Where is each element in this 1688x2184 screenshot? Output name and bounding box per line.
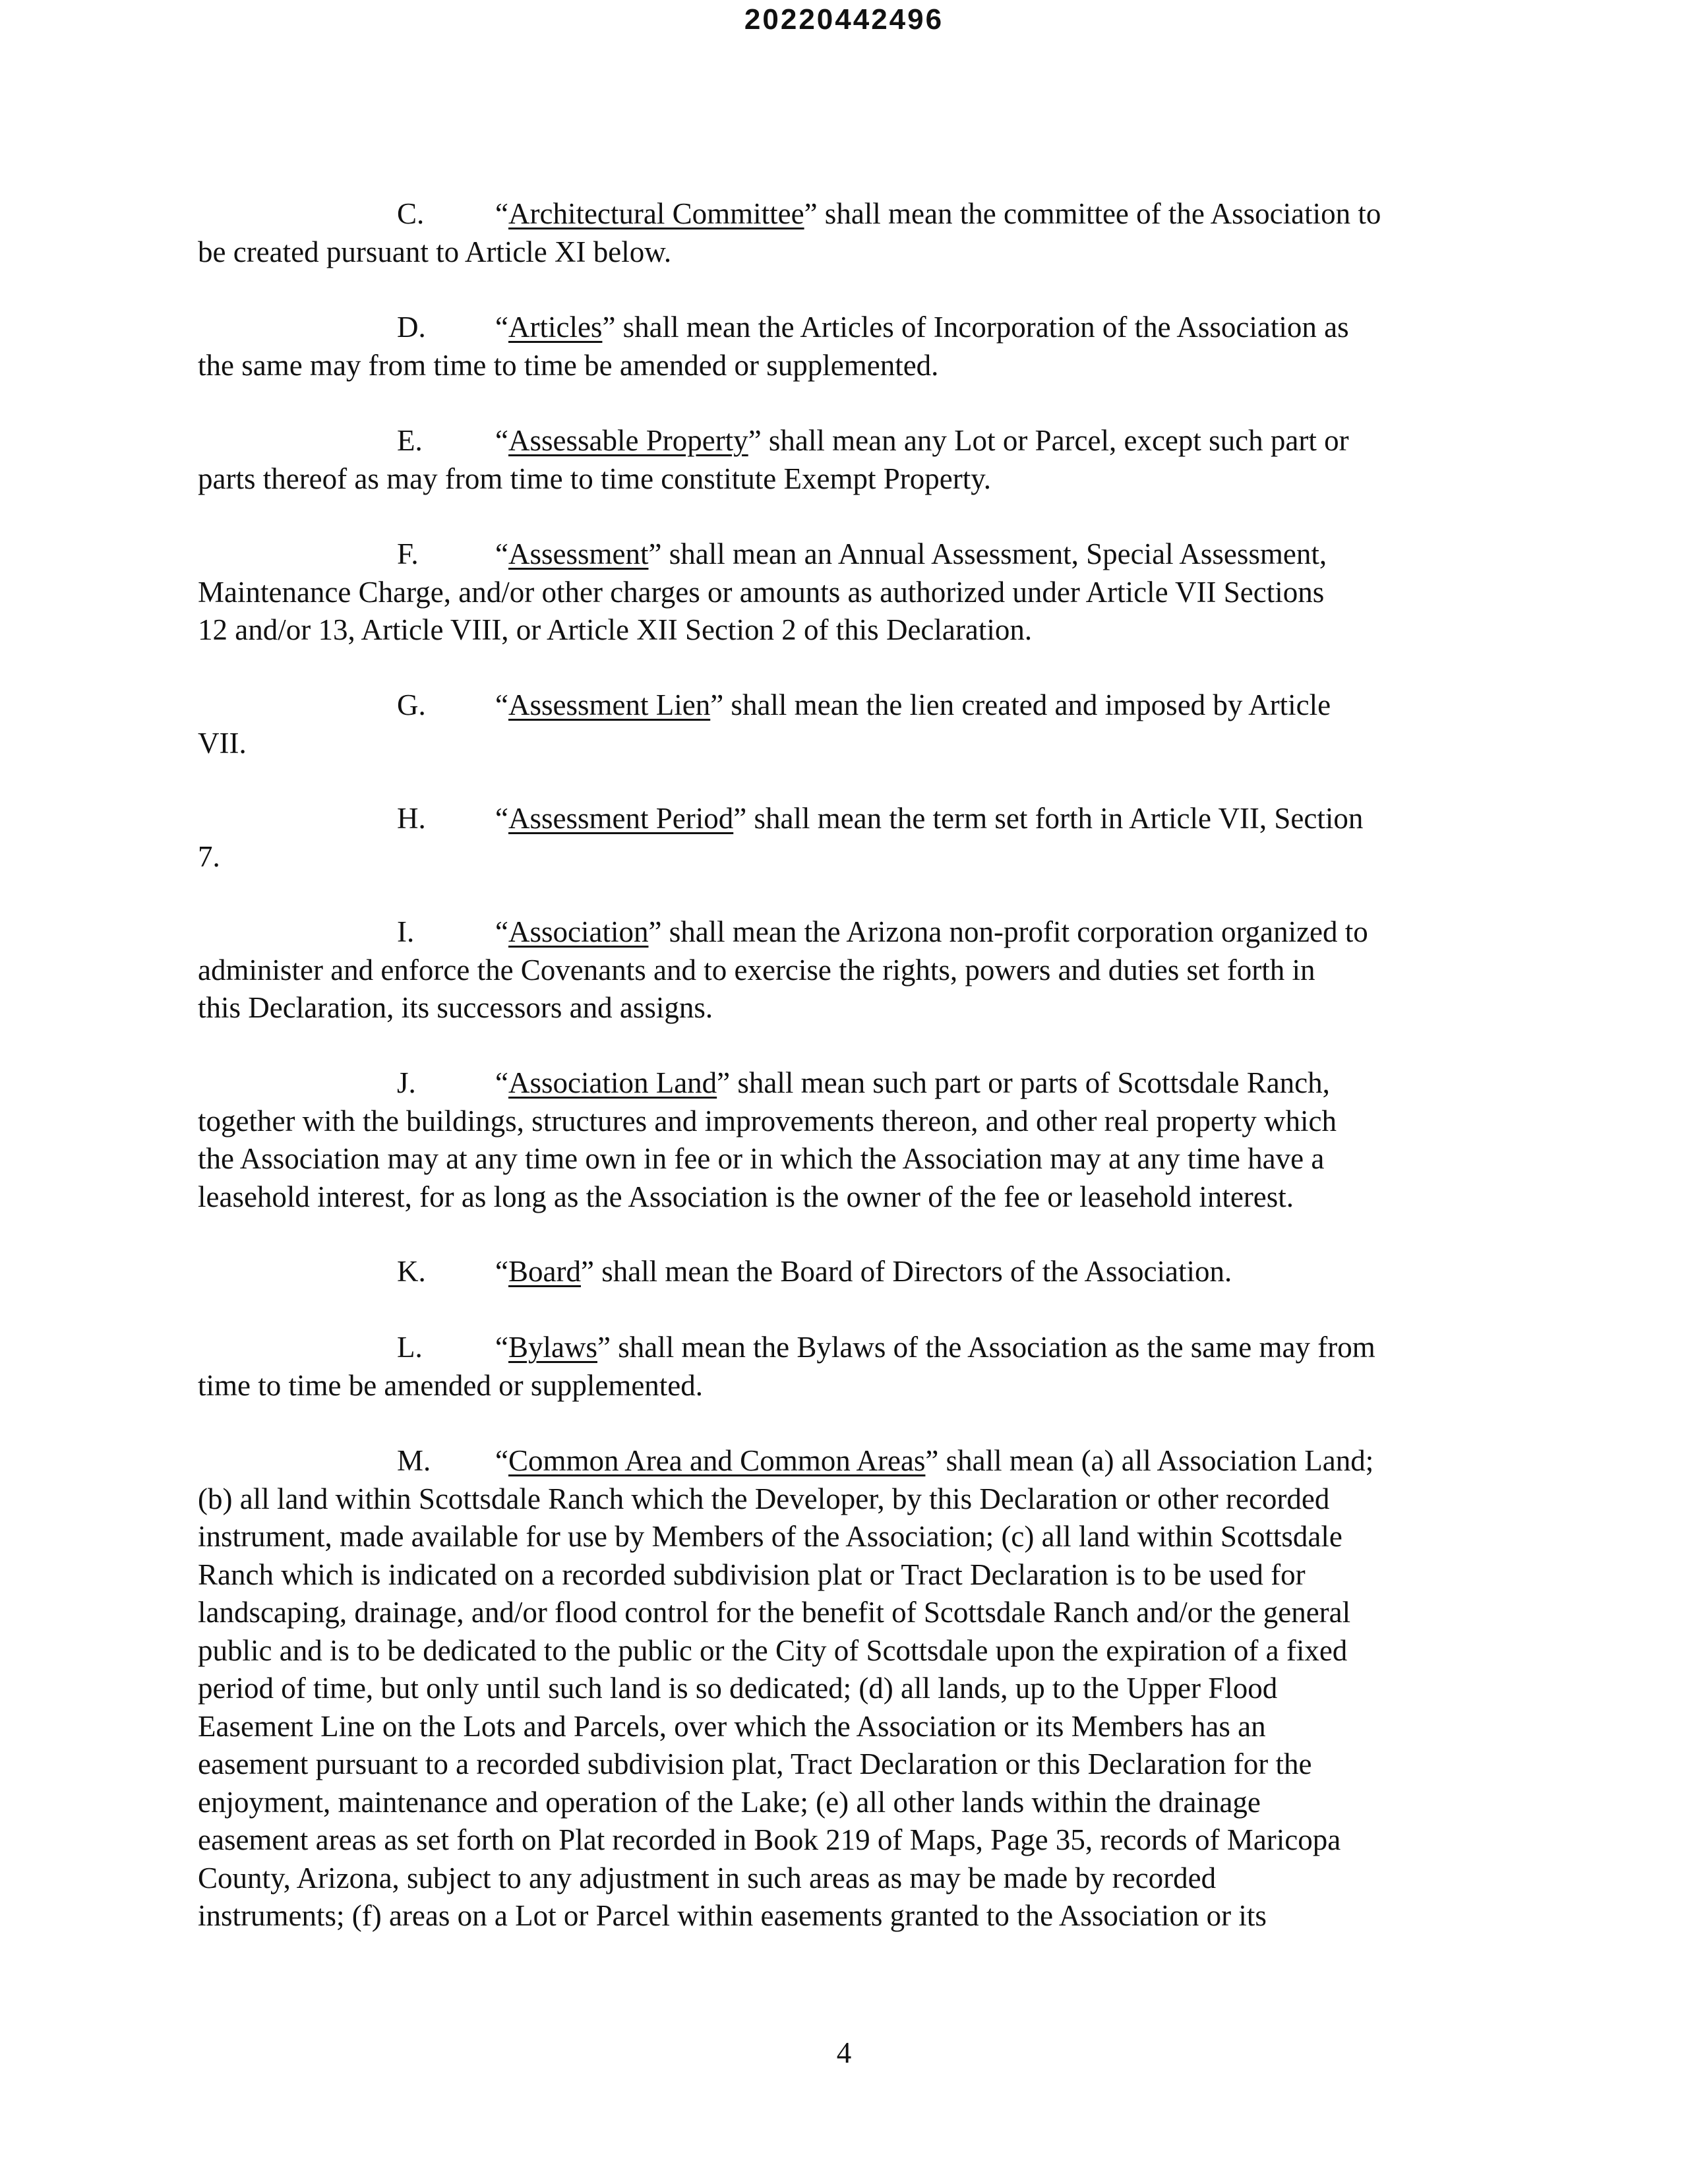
definition-e xyxy=(198,422,1490,498)
definition-text: ” shall mean the term set forth in Article VII, Section xyxy=(733,802,1364,835)
definition-text: ” shall mean the Bylaws of the Association as the same may from xyxy=(597,1331,1375,1364)
definition-first-line: E. “Assessable Property” shall mean any Lot or Parcel, except such part or xyxy=(198,422,1490,460)
definition-line: the Association may at any time own in fee or in which the Association may at any time have a xyxy=(198,1142,1325,1175)
definition-line: period of time, but only until such land is so dedicated; (d) all lands, up to the Upper Flood xyxy=(198,1672,1278,1705)
definition-line: administer and enforce the Covenants and to exercise the rights, powers and duties set forth in xyxy=(198,953,1315,986)
definition-line: easement areas as set forth on Plat recorded in Book 219 of Maps, Page 35, records of Maricopa xyxy=(198,1823,1341,1856)
definition-line: (b) all land within Scottsdale Ranch which the Developer, by this Declaration or other recorded xyxy=(198,1482,1330,1515)
definition-first-line: K. “Board” shall mean the Board of Directors of the Association. xyxy=(198,1253,1490,1291)
definition-letter: D. xyxy=(397,311,426,344)
definition-letter: K. xyxy=(397,1255,426,1288)
definition-line: 7. xyxy=(198,839,220,873)
definition-g xyxy=(198,686,1490,762)
definition-text: ” shall mean the Articles of Incorporation of the Association as xyxy=(602,311,1349,344)
definition-text: ” shall mean any Lot or Parcel, except such part or xyxy=(748,424,1349,457)
definition-text: ” shall mean an Annual Assessment, Special Assessment, xyxy=(648,537,1327,570)
definition-letter: G. xyxy=(397,688,426,721)
definition-line: VII. xyxy=(198,726,247,760)
defined-term: Board xyxy=(508,1255,581,1288)
definition-m xyxy=(198,1442,1490,1935)
definition-first-line: J. “Association Land” shall mean such part or parts of Scottsdale Ranch, xyxy=(198,1064,1490,1103)
definition-letter: E. xyxy=(397,424,423,457)
defined-term: Common Area and Common Areas xyxy=(508,1444,926,1477)
definition-line: the same may from time to time be amended or supplemented. xyxy=(198,348,939,382)
definition-letter: C. xyxy=(397,197,425,230)
definition-line: Maintenance Charge, and/or other charges or amounts as authorized under Article VII Sections xyxy=(198,575,1325,609)
definition-line: Ranch which is indicated on a recorded subdivision plat or Tract Declaration is to be used for xyxy=(198,1558,1306,1591)
definition-first-line: C. “Architectural Committee” shall mean the committee of the Association to xyxy=(198,195,1490,233)
defined-term: Architectural Committee xyxy=(508,197,804,230)
definition-text: ” shall mean the Board of Directors of the Association. xyxy=(580,1255,1232,1288)
definition-line: this Declaration, its successors and assigns. xyxy=(198,991,713,1024)
definition-letter: M. xyxy=(397,1444,431,1477)
definition-first-line: M. “Common Area and Common Areas” shall mean (a) all Association Land; xyxy=(198,1442,1490,1480)
definition-first-line: L. “Bylaws” shall mean the Bylaws of the Association as the same may from xyxy=(198,1329,1490,1367)
definition-i xyxy=(198,913,1490,1027)
defined-term: Bylaws xyxy=(508,1331,597,1364)
definition-letter: F. xyxy=(397,537,419,570)
definition-d xyxy=(198,309,1490,384)
definition-letter: J. xyxy=(397,1066,416,1099)
definition-l xyxy=(198,1329,1490,1405)
definition-text: ” shall mean the Arizona non-profit corporation organized to xyxy=(648,915,1368,948)
definition-line: County, Arizona, subject to any adjustment in such areas as may be made by recorded xyxy=(198,1861,1217,1895)
definition-line: instrument, made available for use by Members of the Association; (c) all land within Scottsdale xyxy=(198,1520,1342,1553)
defined-term: Assessment xyxy=(508,537,649,570)
definition-first-line: I. “Association” shall mean the Arizona non-profit corporation organized to xyxy=(198,913,1490,952)
page-number: 4 xyxy=(836,2036,852,2069)
definition-line: instruments; (f) areas on a Lot or Parcel within easements granted to the Association or its xyxy=(198,1899,1267,1932)
definition-text: ” shall mean (a) all Association Land; xyxy=(925,1444,1374,1477)
definition-letter: I. xyxy=(397,915,415,948)
definition-text: ” shall mean the lien created and imposed by Article xyxy=(710,688,1331,721)
definition-f xyxy=(198,535,1490,650)
definition-line: 12 and/or 13, Article VIII, or Article XII Section 2 of this Declaration. xyxy=(198,613,1033,646)
definition-line: Easement Line on the Lots and Parcels, over which the Association or its Members has an xyxy=(198,1709,1266,1743)
definition-text: ” shall mean such part or parts of Scottsdale Ranch, xyxy=(717,1066,1330,1099)
defined-term: Assessment Period xyxy=(508,802,734,835)
definition-line: landscaping, drainage, and/or flood control for the benefit of Scottsdale Ranch and/or the general xyxy=(198,1596,1351,1629)
definition-line: leasehold interest, for as long as the Association is the owner of the fee or leasehold interest. xyxy=(198,1180,1294,1213)
definition-first-line: H. “Assessment Period” shall mean the term set forth in Article VII, Section xyxy=(198,800,1490,838)
definition-line: enjoyment, maintenance and operation of the Lake; (e) all other lands within the drainage xyxy=(198,1785,1261,1819)
definition-text: ” shall mean the committee of the Association to xyxy=(804,197,1381,230)
definition-line: parts thereof as may from time to time constitute Exempt Property. xyxy=(198,462,992,495)
definition-j xyxy=(198,1064,1490,1216)
defined-term: Articles xyxy=(508,311,603,344)
definition-c xyxy=(198,195,1490,271)
definition-line: time to time be amended or supplemented. xyxy=(198,1368,704,1402)
definition-letter: H. xyxy=(397,802,426,835)
definition-first-line: D. “Articles” shall mean the Articles of Incorporation of the Association as xyxy=(198,309,1490,347)
definition-h xyxy=(198,800,1490,876)
definition-line: easement pursuant to a recorded subdivision plat, Tract Declaration or this Declaration for the xyxy=(198,1747,1312,1780)
definition-line: be created pursuant to Article XI below. xyxy=(198,235,672,268)
defined-term: Assessment Lien xyxy=(508,688,711,721)
defined-term: Assessable Property xyxy=(508,424,748,457)
defined-term: Association xyxy=(508,915,649,948)
definition-k xyxy=(198,1253,1490,1291)
definition-first-line: G. “Assessment Lien” shall mean the lien created and imposed by Article xyxy=(198,686,1490,725)
defined-term: Association Land xyxy=(508,1066,717,1099)
definition-letter: L. xyxy=(397,1331,423,1364)
definition-line: together with the buildings, structures and improvements thereon, and other real property which xyxy=(198,1104,1337,1138)
document-number: 20220442496 xyxy=(744,3,944,36)
definition-line: public and is to be dedicated to the public or the City of Scottsdale upon the expiration of a fixed xyxy=(198,1633,1348,1667)
definition-first-line: F. “Assessment” shall mean an Annual Assessment, Special Assessment, xyxy=(198,535,1490,574)
